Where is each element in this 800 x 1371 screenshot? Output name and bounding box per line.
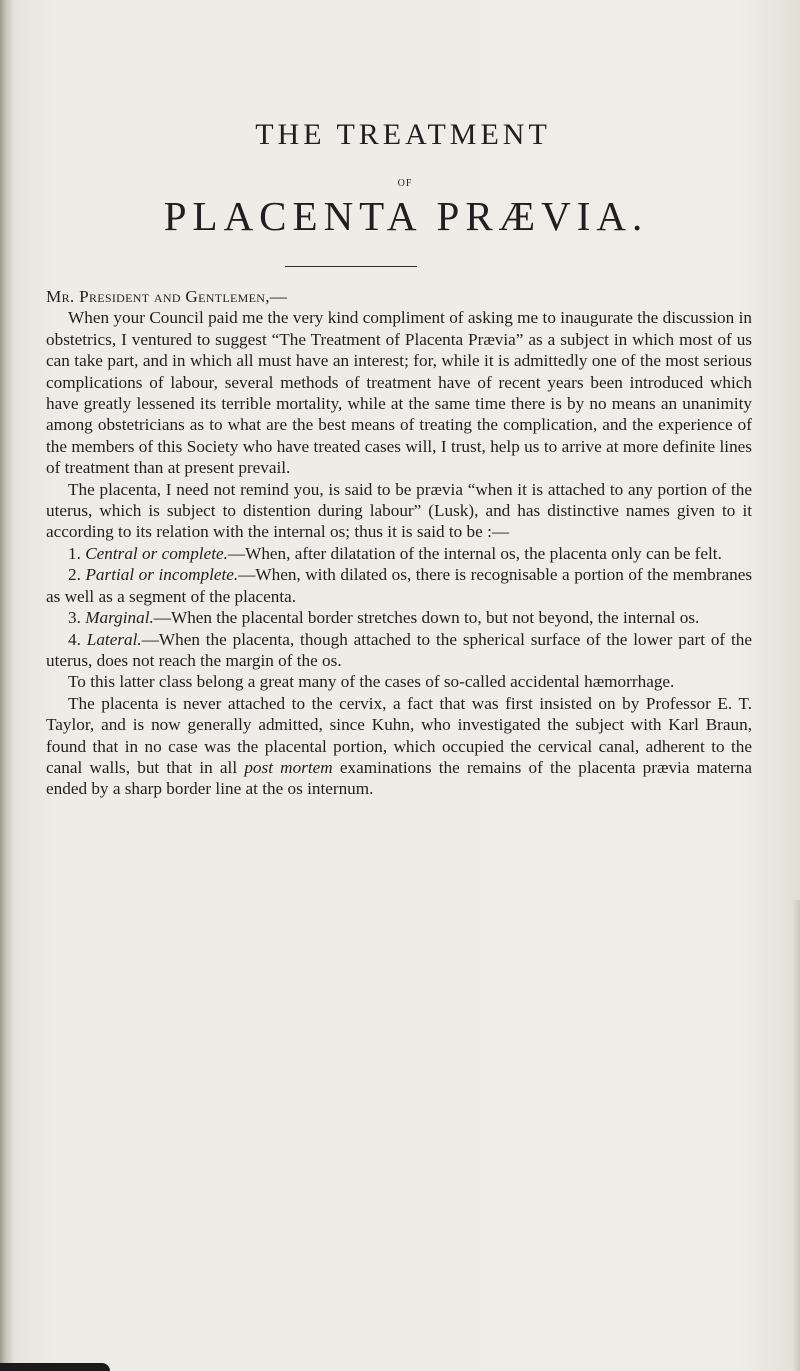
list-item: [46, 564, 752, 607]
title-connector: OF: [397, 178, 413, 189]
list-item-text: —When the placenta, though attached to the spherical surface of the lower part of the uterus, does not reach the margin of the os.: [46, 629, 753, 670]
list-item-term: Central or complete.: [85, 543, 228, 563]
paragraph-2: The placenta, I need not remind you, is said to be prævia “when it is attached to any portion of the uterus, which is subject to distention during labour” (Lusk), and has distinctive names given to it according to its relation with the internal os; thus it is said to be :—: [46, 479, 752, 542]
list-item-number: 2.: [68, 565, 81, 585]
paragraph-3: To this latter class belong a great many of the cases of so-called accidental hæmorrhage.: [68, 672, 675, 692]
list-item-term: Partial or incomplete.: [85, 565, 239, 585]
list-item: [46, 543, 752, 564]
paragraph-4-start: The placenta is never attached to the cervix, a fact that was first insisted on by Professor E. T. Taylor, and is now generally admitted, since Kuhn, who investigated the subject with Karl Braun, found that in no case was the placental portion, which occupied the cervical canal, adherent to the canal walls, but that in all: [46, 693, 752, 777]
page-edge-shadow: [792, 900, 800, 1371]
list-item-text: —When, with dilated os, there is recognisable a portion of the membranes as well as a segment of the placenta.: [46, 565, 753, 606]
paragraph-4-italic: post mortem: [244, 757, 333, 777]
body-text: [46, 286, 752, 800]
list-item: [46, 607, 752, 628]
title-line-1: THE TREATMENT: [255, 118, 551, 151]
list-item: [46, 629, 752, 672]
list-item-term: Lateral.: [86, 629, 142, 649]
list-item-number: 3.: [68, 608, 81, 628]
list-item-text: —When the placental border stretches down to, but not beyond, the internal os.: [153, 608, 700, 628]
title-rule: [285, 266, 417, 267]
salutation: Mr. President and Gentlemen,—: [46, 287, 288, 306]
list-item-term: Marginal.: [85, 608, 154, 628]
paragraph-4: [46, 693, 752, 800]
title-line-2: PLACENTA PRÆVIA.: [163, 193, 649, 239]
paragraph-1: When your Council paid me the very kind compliment of asking me to inaugurate the discussion in obstetrics, I ventured to suggest “The Treatment of Placenta Prævia” as a subject in which most of us can take part, and in which all must have an interest; for, while it is admittedly one of the most serious complications of labour, several methods of treatment have of recent years been introduced which have greatly lessened its terrible mortality, while at the same time there is by no means an unanimity among obstetricians as to what are the best means of treating the complication, and the experience of the members of this Society who have treated cases will, I trust, help us to arrive at more definite lines of treatment than at present prevail.: [46, 308, 752, 478]
list-item-number: 1.: [68, 543, 81, 563]
list-item-text: —When, after dilatation of the internal os, the placenta only can be felt.: [227, 543, 722, 563]
paragraph-4-end: examinations the remains of the placenta prævia materna ended by a sharp border line at the os internum.: [46, 757, 752, 799]
list-item-number: 4.: [68, 629, 81, 649]
scan-smudge: [0, 1363, 110, 1371]
